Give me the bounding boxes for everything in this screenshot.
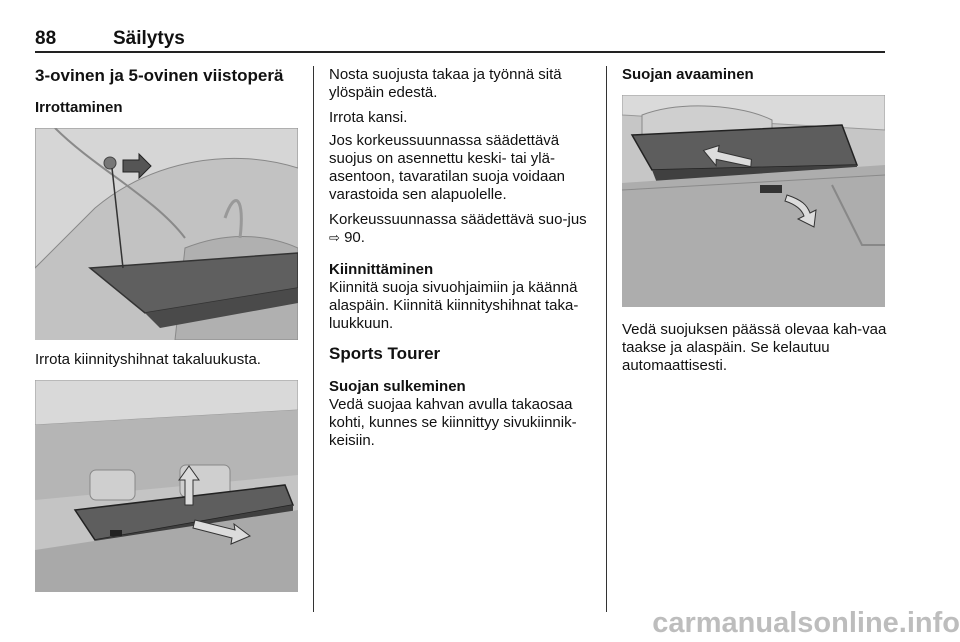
heading-sports-tourer: Sports Tourer <box>329 344 441 363</box>
section-title: Säilytys <box>113 28 185 49</box>
paragraph-height-adjustable <box>329 211 594 247</box>
caption-remove-straps: Irrota kiinnityshihnat takaluukusta. <box>35 351 261 368</box>
subheading-closing: Suojan sulkeminen <box>329 378 466 395</box>
illustration-remove-straps <box>35 128 298 340</box>
section-heading: 3-ovinen ja 5-ovinen viistoperä <box>35 66 284 85</box>
paragraph-storage-note: Jos korkeussuunnassa säädettävä suojus on asennettu keski- tai ylä-asentoon, tavaratilan suoja voidaan varastoida sen alapuolelle. <box>329 132 566 203</box>
caption-open-cover: Vedä suojuksen päässä olevaa kah-vaa taakse ja alaspäin. Se kelautuu automaattisesti. <box>622 321 887 374</box>
watermark: carmanualsonline.info <box>652 607 960 639</box>
subheading-removal: Irrottaminen <box>35 99 123 116</box>
subheading-attaching: Kiinnittäminen <box>329 261 434 278</box>
illustration-open-cover <box>622 95 885 307</box>
subheading-opening: Suojan avaaminen <box>622 66 754 83</box>
paragraph-closing: Vedä suojaa kahvan avulla takaosaa kohti, kunnes se kiinnittyy sivukiinnik-keisiin. <box>329 396 577 449</box>
paragraph-remove-cover: Irrota kansi. <box>329 109 408 126</box>
column-divider-2 <box>606 66 607 612</box>
paragraph-attaching: Kiinnitä suoja sivuohjaimiin ja käännä alaspäin. Kiinnitä kiinnityshihnat taka-luukkuun. <box>329 279 579 332</box>
header-rule <box>35 51 885 53</box>
page-reference-arrow-icon: ⇨ <box>329 230 340 245</box>
page-reference-link[interactable]: 90. <box>344 229 365 246</box>
page-number: 88 <box>35 28 57 49</box>
height-adjustable-text: Korkeussuunnassa säädettävä suo-jus <box>329 211 587 228</box>
column-divider-1 <box>313 66 314 612</box>
illustration-lift-cover <box>35 380 298 592</box>
paragraph-lift-cover: Nosta suojusta takaa ja työnnä sitä ylöspäin edestä. <box>329 66 562 101</box>
